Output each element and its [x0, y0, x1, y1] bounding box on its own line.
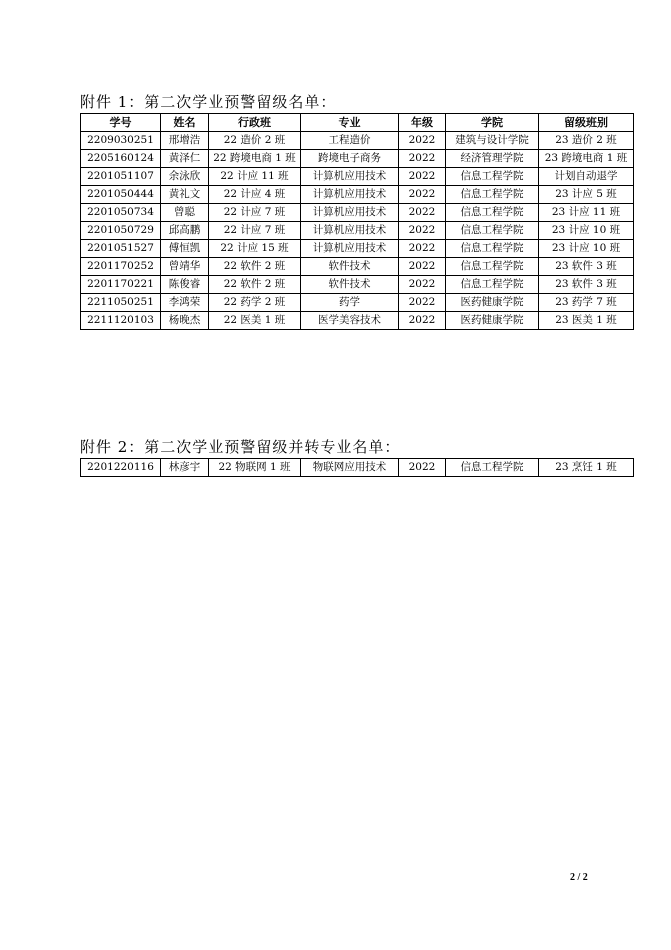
- grade-cell: 2022: [399, 168, 446, 186]
- college-cell: 信息工程学院: [446, 240, 539, 258]
- admin-class-cell: 22 计应 11 班: [209, 168, 301, 186]
- name-cell: 余泳欣: [161, 168, 209, 186]
- table-row: [81, 312, 634, 330]
- repeat-class-cell: 23 烹饪 1 班: [539, 459, 634, 477]
- college-cell: 信息工程学院: [446, 186, 539, 204]
- name-cell: 曾聪: [161, 204, 209, 222]
- name-cell: 林彦宇: [161, 459, 209, 477]
- page-number: 2 / 2: [570, 872, 588, 883]
- student-id-cell: 2201170252: [81, 258, 161, 276]
- col-grade: 年级: [399, 114, 446, 132]
- repeat-class-cell: 23 软件 3 班: [539, 258, 634, 276]
- attachment2-table: [80, 458, 634, 477]
- grade-cell: 2022: [399, 132, 446, 150]
- name-cell: 杨晚杰: [161, 312, 209, 330]
- college-cell: 信息工程学院: [446, 276, 539, 294]
- table-row: [81, 222, 634, 240]
- name-cell: 李鸿荣: [161, 294, 209, 312]
- college-cell: 经济管理学院: [446, 150, 539, 168]
- major-cell: 计算机应用技术: [301, 222, 399, 240]
- admin-class-cell: 22 造价 2 班: [209, 132, 301, 150]
- table-row: [81, 276, 634, 294]
- table-row: [81, 258, 634, 276]
- admin-class-cell: 22 软件 2 班: [209, 276, 301, 294]
- name-cell: 邱高鹏: [161, 222, 209, 240]
- major-cell: 药学: [301, 294, 399, 312]
- repeat-class-cell: 23 造价 2 班: [539, 132, 634, 150]
- attachment1-table: [80, 113, 634, 330]
- grade-cell: 2022: [399, 312, 446, 330]
- student-id-cell: 2201220116: [81, 459, 161, 477]
- student-id-cell: 2201051107: [81, 168, 161, 186]
- table-row: [81, 186, 634, 204]
- admin-class-cell: 22 跨境电商 1 班: [209, 150, 301, 168]
- attachment2-title: 附件 2：第二次学业预警留级并转专业名单：: [80, 438, 401, 456]
- grade-cell: 2022: [399, 186, 446, 204]
- college-cell: 医药健康学院: [446, 294, 539, 312]
- student-id-cell: 2201050729: [81, 222, 161, 240]
- admin-class-cell: 22 计应 7 班: [209, 222, 301, 240]
- student-id-cell: 2205160124: [81, 150, 161, 168]
- grade-cell: 2022: [399, 276, 446, 294]
- repeat-class-cell: 23 计应 10 班: [539, 240, 634, 258]
- grade-cell: 2022: [399, 258, 446, 276]
- major-cell: 跨境电子商务: [301, 150, 399, 168]
- repeat-class-cell: 23 药学 7 班: [539, 294, 634, 312]
- table-row: [81, 294, 634, 312]
- major-cell: 计算机应用技术: [301, 186, 399, 204]
- student-id-cell: 2201050444: [81, 186, 161, 204]
- admin-class-cell: 22 软件 2 班: [209, 258, 301, 276]
- student-id-cell: 2209030251: [81, 132, 161, 150]
- college-cell: 信息工程学院: [446, 258, 539, 276]
- name-cell: 黄泽仁: [161, 150, 209, 168]
- grade-cell: 2022: [399, 150, 446, 168]
- major-cell: 工程造价: [301, 132, 399, 150]
- college-cell: 信息工程学院: [446, 222, 539, 240]
- major-cell: 物联网应用技术: [301, 459, 399, 477]
- student-id-cell: 2211120103: [81, 312, 161, 330]
- col-major: 专业: [301, 114, 399, 132]
- college-cell: 医药健康学院: [446, 312, 539, 330]
- repeat-class-cell: 23 计应 5 班: [539, 186, 634, 204]
- table-header-row: [81, 114, 634, 132]
- table-row: [81, 150, 634, 168]
- repeat-class-cell: 23 计应 10 班: [539, 222, 634, 240]
- grade-cell: 2022: [399, 204, 446, 222]
- table-row: [81, 240, 634, 258]
- table-row: [81, 168, 634, 186]
- col-student-id: 学号: [81, 114, 161, 132]
- college-cell: 信息工程学院: [446, 204, 539, 222]
- student-id-cell: 2211050251: [81, 294, 161, 312]
- name-cell: 邢增浩: [161, 132, 209, 150]
- major-cell: 软件技术: [301, 258, 399, 276]
- college-cell: 信息工程学院: [446, 459, 539, 477]
- col-college: 学院: [446, 114, 539, 132]
- student-id-cell: 2201051527: [81, 240, 161, 258]
- college-cell: 建筑与设计学院: [446, 132, 539, 150]
- repeat-class-cell: 23 跨境电商 1 班: [539, 150, 634, 168]
- admin-class-cell: 22 药学 2 班: [209, 294, 301, 312]
- repeat-class-cell: 23 计应 11 班: [539, 204, 634, 222]
- repeat-class-cell: 计划自动退学: [539, 168, 634, 186]
- repeat-class-cell: 23 软件 3 班: [539, 276, 634, 294]
- admin-class-cell: 22 物联网 1 班: [209, 459, 301, 477]
- major-cell: 医学美容技术: [301, 312, 399, 330]
- admin-class-cell: 22 计应 7 班: [209, 204, 301, 222]
- name-cell: 傅恒凯: [161, 240, 209, 258]
- major-cell: 计算机应用技术: [301, 240, 399, 258]
- admin-class-cell: 22 医美 1 班: [209, 312, 301, 330]
- attachment2-table-body: [81, 459, 634, 477]
- attachment1-table-body: [81, 132, 634, 330]
- table-row: [81, 132, 634, 150]
- major-cell: 计算机应用技术: [301, 204, 399, 222]
- repeat-class-cell: 23 医美 1 班: [539, 312, 634, 330]
- grade-cell: 2022: [399, 240, 446, 258]
- name-cell: 陈俊睿: [161, 276, 209, 294]
- admin-class-cell: 22 计应 4 班: [209, 186, 301, 204]
- name-cell: 黄礼文: [161, 186, 209, 204]
- student-id-cell: 2201170221: [81, 276, 161, 294]
- table-row: [81, 459, 634, 477]
- col-name: 姓名: [161, 114, 209, 132]
- major-cell: 软件技术: [301, 276, 399, 294]
- name-cell: 曾靖华: [161, 258, 209, 276]
- grade-cell: 2022: [399, 459, 446, 477]
- admin-class-cell: 22 计应 15 班: [209, 240, 301, 258]
- grade-cell: 2022: [399, 294, 446, 312]
- table-row: [81, 204, 634, 222]
- student-id-cell: 2201050734: [81, 204, 161, 222]
- attachment1-title: 附件 1：第二次学业预警留级名单：: [80, 93, 337, 111]
- major-cell: 计算机应用技术: [301, 168, 399, 186]
- college-cell: 信息工程学院: [446, 168, 539, 186]
- col-admin-class: 行政班: [209, 114, 301, 132]
- col-repeat-class: 留级班别: [539, 114, 634, 132]
- grade-cell: 2022: [399, 222, 446, 240]
